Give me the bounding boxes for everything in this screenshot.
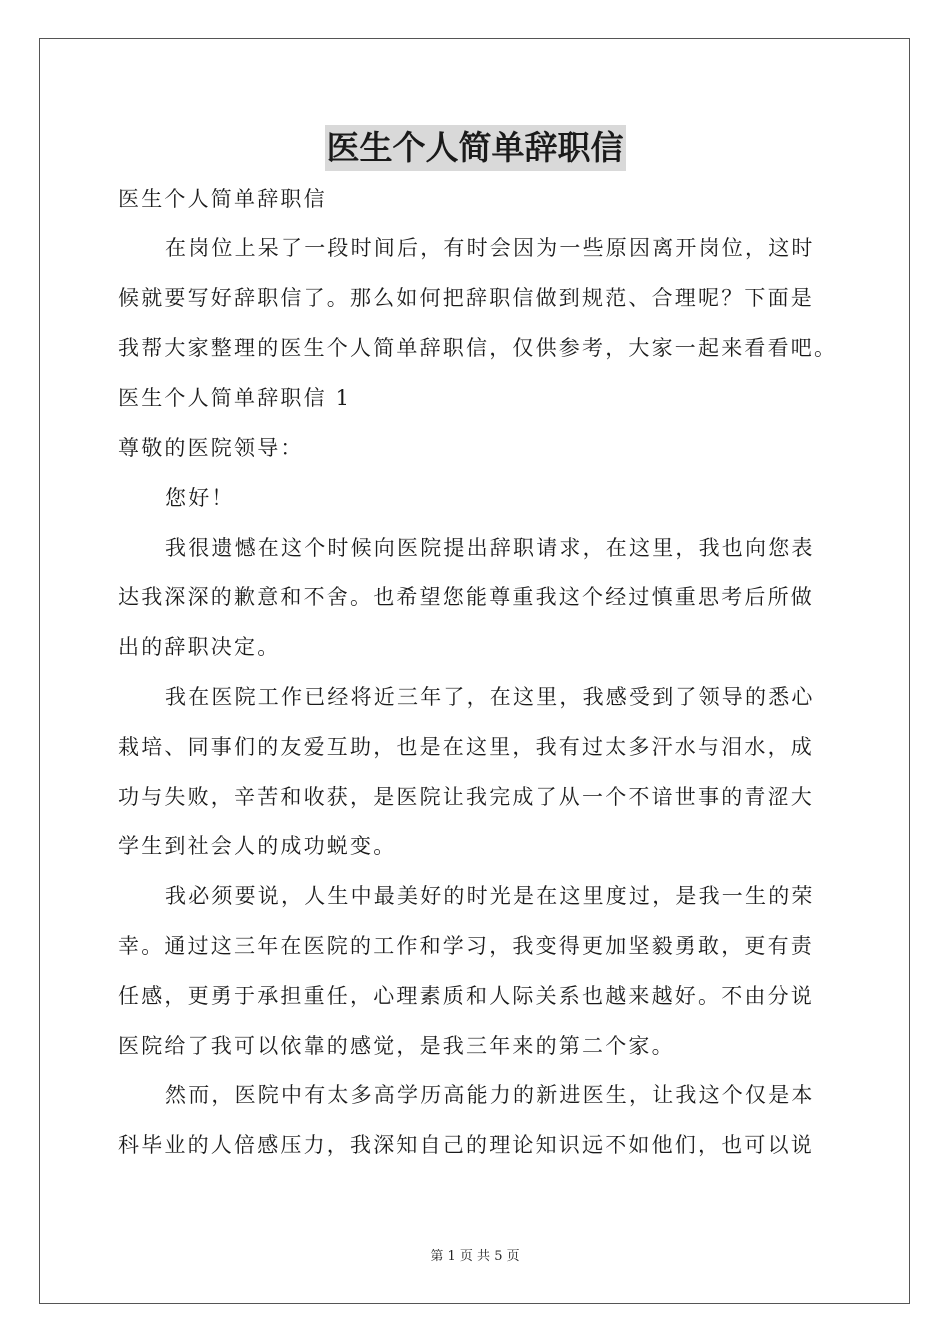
page-frame (39, 38, 910, 1304)
paragraph-line: 科毕业的人倍感压力，我深知自己的理论知识远不如他们，也可以说 (118, 1133, 814, 1157)
section-heading: 医生个人简单辞职信 1 (118, 386, 352, 410)
paragraph-line: 我必须要说，人生中最美好的时光是在这里度过，是我一生的荣 (165, 884, 815, 908)
paragraph-line: 幸。通过这三年在医院的工作和学习，我变得更加坚毅勇敢，更有责 (118, 934, 814, 958)
paragraph-line: 栽培、同事们的友爱互助，也是在这里，我有过太多汗水与泪水，成 (118, 735, 814, 759)
paragraph-line: 医院给了我可以依靠的感觉，是我三年来的第二个家。 (118, 1034, 675, 1058)
paragraph-line: 我在医院工作已经将近三年了，在这里，我感受到了领导的悉心 (165, 685, 815, 709)
greeting: 您好！ (165, 486, 235, 510)
document-title: 医生个人简单辞职信 (325, 125, 626, 171)
salutation: 尊敬的医院领导： (118, 436, 304, 460)
page-footer: 第 1 页 共 5 页 (430, 1249, 520, 1264)
paragraph-line: 候就要写好辞职信了。那么如何把辞职信做到规范、合理呢？下面是 (118, 286, 814, 310)
paragraph-line: 达我深深的歉意和不舍。也希望您能尊重我这个经过慎重思考后所做 (118, 585, 814, 609)
paragraph-line: 任感，更勇于承担重任，心理素质和人际关系也越来越好。不由分说 (118, 984, 814, 1008)
paragraph-line: 然而，医院中有太多高学历高能力的新进医生，让我这个仅是本 (165, 1083, 815, 1107)
paragraph-line: 在岗位上呆了一段时间后，有时会因为一些原因离开岗位，这时 (165, 236, 815, 260)
paragraph-line: 我帮大家整理的医生个人简单辞职信，仅供参考，大家一起来看看吧。 (118, 336, 838, 360)
paragraph-line: 学生到社会人的成功蜕变。 (118, 834, 397, 858)
title-container (0, 125, 950, 171)
paragraph-line: 功与失败，辛苦和收获，是医院让我完成了从一个不谙世事的青涩大 (118, 785, 814, 809)
subtitle-line: 医生个人简单辞职信 (118, 187, 327, 211)
paragraph-line: 出的辞职决定。 (118, 635, 281, 659)
paragraph-line: 我很遗憾在这个时候向医院提出辞职请求，在这里，我也向您表 (165, 536, 815, 560)
